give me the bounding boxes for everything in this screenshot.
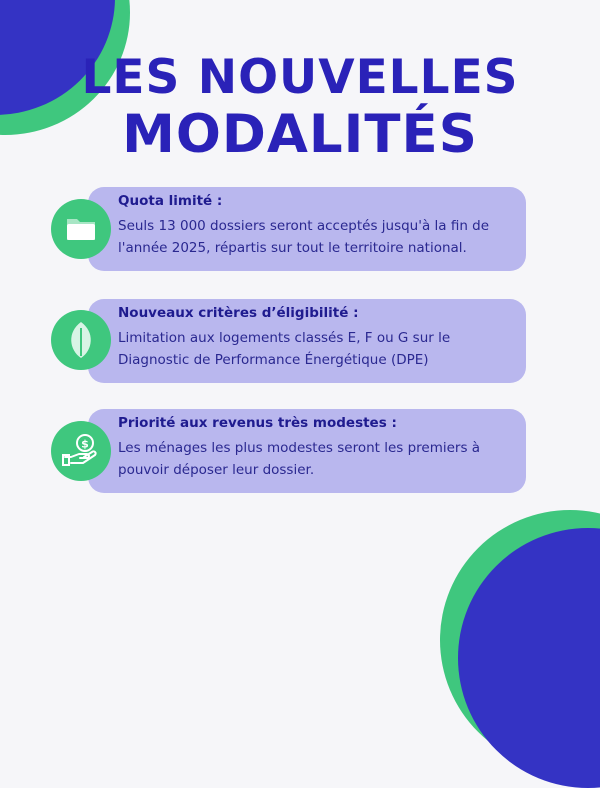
title-line-1: LES NOUVELLES bbox=[81, 50, 519, 105]
item-heading: Nouveaux critères d’éligibilité : bbox=[118, 305, 359, 321]
item-text: Limitation aux logements classés E, F ou G sur le Diagnostic de Performance Énergétique (DPE) bbox=[118, 330, 451, 368]
item-card-priority bbox=[88, 409, 526, 493]
item-text: Les ménages les plus modestes seront les premiers à pouvoir déposer leur dossier. bbox=[118, 440, 481, 478]
item-card-quota bbox=[88, 187, 526, 271]
item-heading: Quota limité : bbox=[118, 193, 223, 209]
item-text: Seuls 13 000 dossiers seront acceptés jusqu'à la fin de l'année 2025, répartis sur tout le territoire national. bbox=[118, 218, 490, 256]
title-line-2: MODALITÉS bbox=[122, 104, 478, 165]
svg-text:$: $ bbox=[81, 437, 89, 451]
item-card-eligibility bbox=[88, 299, 526, 383]
leaf-icon bbox=[51, 310, 111, 370]
folder-icon bbox=[51, 199, 111, 259]
hand-coin-icon bbox=[51, 421, 111, 481]
item-heading: Priorité aux revenus très modestes : bbox=[118, 415, 397, 431]
